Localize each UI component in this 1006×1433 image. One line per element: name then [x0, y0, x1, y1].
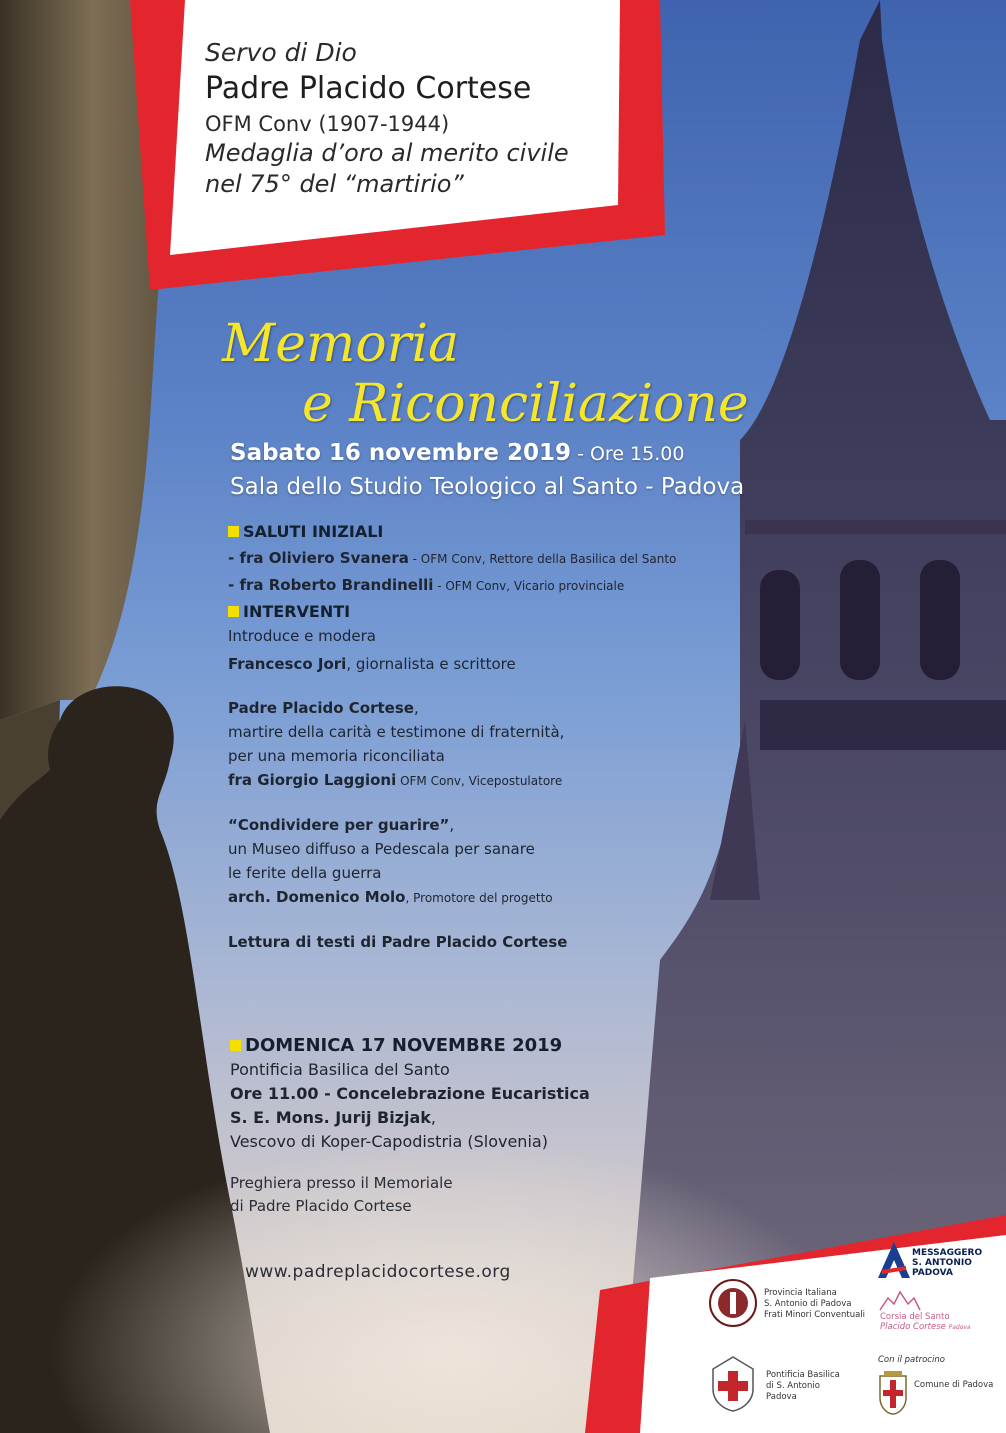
- event-title: [222, 314, 749, 434]
- header-name: Padre Placido Cortese: [205, 71, 532, 106]
- header-medal: Medaglia d’oro al merito civile: [205, 139, 569, 167]
- provincia-logo-text: Provincia Italiana S. Antonio di Padova Frati Minori Conventuali: [764, 1288, 866, 1320]
- website-link[interactable]: www.padreplacidocortese.org: [245, 1262, 511, 1282]
- event-date: Sabato 16 novembre 2019: [230, 440, 572, 466]
- title-line2: e Riconciliazione: [302, 374, 749, 434]
- saluti-item: - fra Oliviero Svanera - OFM Conv, Rettore della Basilica del Santo: [228, 549, 677, 567]
- yellow-square-icon: [228, 526, 239, 537]
- comune-crest-icon: [876, 1370, 910, 1416]
- basilica-crest-icon: [706, 1355, 760, 1413]
- interventi-heading: INTERVENTI: [228, 600, 768, 624]
- preghiera: Preghiera presso il Memoriale di Padre Placido Cortese: [230, 1174, 453, 1215]
- sunday-mass: Ore 11.00 - Concelebrazione Eucaristica: [230, 1084, 590, 1103]
- corsia-logo-icon: [878, 1290, 922, 1312]
- event-date-block: [230, 437, 744, 504]
- provincia-seal-icon: [708, 1278, 758, 1328]
- header-anniversary: nel 75° del “martirio”: [205, 170, 464, 198]
- celebrant: S. E. Mons. Jurij Bizjak: [230, 1108, 431, 1127]
- comune-logo-text: Comune di Padova: [914, 1380, 994, 1390]
- header-card: [205, 38, 625, 200]
- header-order: OFM Conv (1907-1944): [205, 112, 450, 136]
- celebrant-role: Vescovo di Koper-Capodistria (Slovenia): [230, 1132, 548, 1151]
- yellow-square-icon: [228, 606, 239, 617]
- program: [228, 520, 768, 954]
- event-time: - Ore 15.00: [571, 443, 685, 465]
- domenica-heading: DOMENICA 17 NOVEMBRE 2019: [230, 1034, 750, 1058]
- yellow-square-icon: [230, 1040, 241, 1051]
- title-line1: Memoria: [222, 314, 460, 374]
- talk-2: “Condividere per guarire”, un Museo diffuso a Pedescala per sanare le ferite della guerra arch. Domenico Molo, Promotore del progetto: [228, 816, 553, 906]
- basilica-logo-text: Pontificia Basilica di S. Antonio Padova: [766, 1370, 840, 1402]
- lettura: Lettura di testi di Padre Placido Cortese: [228, 933, 568, 951]
- moderator: Francesco Jori, giornalista e scrittore: [228, 655, 516, 673]
- messaggero-logo-text: MESSAGGERO S. ANTONIO PADOVA: [912, 1248, 983, 1278]
- messaggero-logo-icon: [876, 1240, 912, 1280]
- talk-1: Padre Placido Cortese, martire della carità e testimone di fraternità, per una memoria riconciliata fra Giorgio Laggioni OFM Conv, Vicepostulatore: [228, 699, 565, 789]
- intro-label: Introduce e modera: [228, 627, 376, 645]
- sunday-block: DOMENICA 17 NOVEMBRE 2019 Pontificia Basilica del Santo Ore 11.00 - Concelebrazione Eucaristica S. E. Mons. Jurij Bizjak, Vescovo di Koper-Capodistria (Slovenia): [230, 1034, 750, 1154]
- saluti-heading: SALUTI INIZIALI: [228, 520, 768, 544]
- patrocinio-label: Con il patrocino: [878, 1355, 945, 1365]
- header-line1: Servo di Dio: [205, 38, 357, 67]
- saluti-item: - fra Roberto Brandinelli - OFM Conv, Vicario provinciale: [228, 576, 625, 594]
- corsia-logo-text: Corsia del Santo Placido Cortese Padova: [880, 1312, 971, 1332]
- event-venue: Sala dello Studio Teologico al Santo - Padova: [230, 474, 745, 500]
- sunday-place: Pontificia Basilica del Santo: [230, 1060, 450, 1079]
